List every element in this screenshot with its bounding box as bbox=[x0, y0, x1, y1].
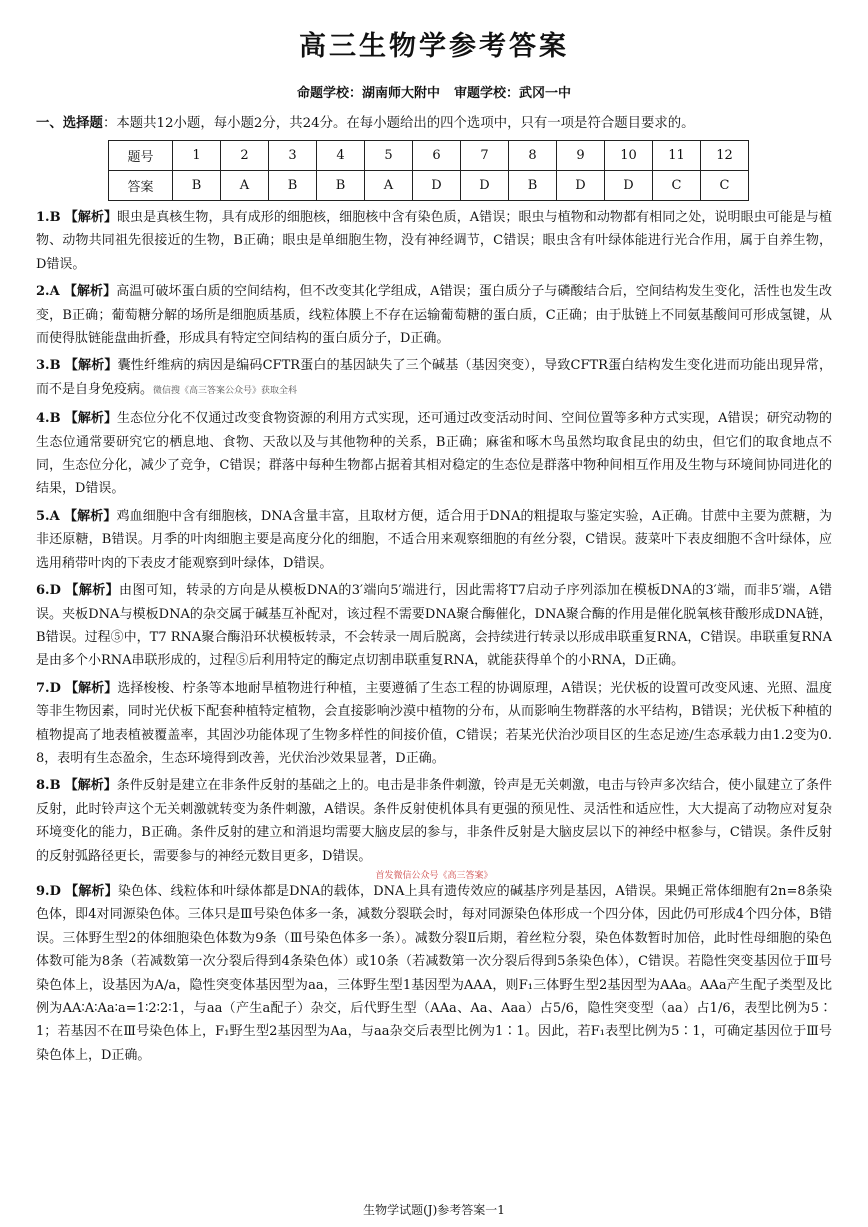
explanation-item-8 bbox=[36, 774, 832, 868]
explanation-list bbox=[36, 206, 832, 1071]
analysis-tag: 【解析】 bbox=[65, 883, 118, 899]
answer-cell: D bbox=[605, 171, 653, 201]
item-text: 染色体、线粒体和叶绿体都是DNA的载体，DNA上具有遗传效应的碱基序列是基因，A错误。果蝇正常体细胞有2n=8条染色体，即4对同源染色体。三体只是Ⅲ号染色体多一条，减数分裂联会时，每对同源染色体形成一个四分体，因此仍可形成4个四分体，B错误。三体野生型2的体细胞染色体数为9条（Ⅲ号染色体多一条）。减数分裂Ⅱ后期，着丝粒分裂，染色体数暂时加倍，此时性母细胞的染色体数可能为8条（若减数第一次分裂后得到4条染色体）或10条（若减数第一次分裂后得到5条染色体），C错误。若隐性突变基因位于Ⅲ号染色体上，设基因为A/a，隐性突变体基因型为aa，三体野生型1基因型为AAA，则F₁三体野生型2基因型为AAa。AAa产生配子类型及比例为AA∶A∶Aa∶a=1∶2∶2∶1，与aa（产生a配子）杂交，后代野生型（AAa、Aa、Aaa）占5/6，隐性突变型（aa）占1/6，表型比例为5∶1；若基因不在Ⅲ号染色体上，F₁野生型2基因型为Aa，与aa杂交后表型比例为1∶1。因此，若F₁表型比例为5∶1，可确定基因位于Ⅲ号染色体上，D正确。 bbox=[36, 883, 832, 1063]
answer-cell: B bbox=[509, 171, 557, 201]
question-number: 2 bbox=[221, 141, 269, 171]
item-text: 鸡血细胞中含有细胞核，DNA含量丰富，且取材方便，适合用于DNA的粗提取与鉴定实验，A正确。甘蔗中主要为蔗糖，为非还原糖，B错误。月季的叶肉细胞主要是高度分化的细胞，不适合用来观察细胞的有丝分裂，C错误。菠菜叶下表皮细胞不含叶绿体，应选用稍带叶肉的下表皮才能观察到叶绿体，D错误。 bbox=[36, 508, 832, 571]
question-number: 12 bbox=[701, 141, 749, 171]
proposing-school: 命题学校：湖南师大附中 bbox=[296, 86, 440, 101]
analysis-tag: 【解析】 bbox=[64, 210, 118, 225]
answer-cell: D bbox=[557, 171, 605, 201]
question-number: 3 bbox=[269, 141, 317, 171]
answer-cell: D bbox=[461, 171, 509, 201]
analysis-tag: 【解析】 bbox=[63, 508, 117, 524]
answer-cell: C bbox=[701, 171, 749, 201]
analysis-tag: 【解析】 bbox=[64, 358, 118, 374]
answer-table bbox=[108, 140, 749, 201]
watermark-text: 微信搜《高三答案公众号》获取全科 bbox=[153, 385, 298, 396]
item-text: 生态位分化不仅通过改变食物资源的利用方式实现，还可通过改变活动时间、空间位置等多种方式实现，A错误；研究动物的生态位通常要研究它的栖息地、食物、天敌以及与其他物种的关系，B正确；麻雀和啄木鸟虽然均取食昆虫的幼虫，但它们的取食地点不同，生态位分化，减少了竞争，C错误；群落中每种生物都占据着其相对稳定的生态位是群落中物种间相互作用及生物与环境间协同进化的结果，D错误。 bbox=[36, 411, 832, 497]
item-number: 7.D bbox=[36, 680, 61, 696]
explanation-item-7 bbox=[36, 677, 832, 771]
item-text: 眼虫是真核生物，具有成形的细胞核，细胞核中含有染色质，A错误；眼虫与植物和动物都有相同之处，说明眼虫可能是与植物、动物共同祖先很接近的生物，B正确；眼虫是单细胞生物，没有神经调节，C错误；眼虫含有叶绿体能进行光合作用，属于自养生物，D错误。 bbox=[36, 210, 832, 272]
question-number: 4 bbox=[317, 141, 365, 171]
item-text: 条件反射是建立在非条件反射的基础之上的。电击是非条件刺激，铃声是无关刺激，电击与铃声多次结合，使小鼠建立了条件反射，此时铃声这个无关刺激就转变为条件刺激，A错误。条件反射使机体具有更强的预见性、灵活性和适应性，大大提高了动物应对复杂环境变化的能力，B正确。条件反射的建立和消退均需要大脑皮层的参与，非条件反射是大脑皮层以下的神经中枢参与，C错误。条件反射的反射弧路径更长，需要参与的神经元数目更多，D错误。 bbox=[36, 778, 832, 864]
analysis-tag: 【解析】 bbox=[63, 284, 117, 300]
answer-cell: B bbox=[269, 171, 317, 201]
answer-cell: A bbox=[221, 171, 269, 201]
question-number-header: 题号 bbox=[109, 141, 173, 171]
explanation-item-1 bbox=[36, 206, 832, 276]
answer-cell: B bbox=[173, 171, 221, 201]
school-info bbox=[0, 82, 868, 101]
item-number: 5.A bbox=[36, 508, 60, 524]
item-number: 1.B bbox=[36, 210, 61, 225]
reviewing-school: 审题学校：武冈一中 bbox=[454, 86, 572, 101]
watermark-text: 首发微信公众号《高三答案》 bbox=[375, 870, 493, 881]
question-number: 7 bbox=[461, 141, 509, 171]
answer-cell: C bbox=[653, 171, 701, 201]
question-number: 11 bbox=[653, 141, 701, 171]
item-number: 9.D bbox=[36, 883, 61, 899]
question-number: 5 bbox=[365, 141, 413, 171]
question-number: 6 bbox=[413, 141, 461, 171]
item-number: 6.D bbox=[36, 583, 61, 599]
analysis-tag: 【解析】 bbox=[65, 583, 120, 599]
answer-header: 答案 bbox=[109, 171, 173, 201]
section-label: 一、选择题 bbox=[36, 116, 103, 131]
item-number: 8.B bbox=[36, 778, 61, 794]
explanation-item-3 bbox=[36, 354, 832, 403]
answer-cell: A bbox=[365, 171, 413, 201]
page-footer: 生物学试题(J)参考答案一1 bbox=[363, 1203, 505, 1217]
section-instructions: ：本题共12小题，每小题2分，共24分。在每小题给出的四个选项中，只有一项是符合题目要求的。 bbox=[102, 116, 695, 131]
answer-cell: B bbox=[317, 171, 365, 201]
explanation-item-4 bbox=[36, 407, 832, 501]
question-number: 10 bbox=[605, 141, 653, 171]
analysis-tag: 【解析】 bbox=[65, 680, 118, 696]
answer-table-number-row bbox=[109, 141, 749, 171]
explanation-item-5 bbox=[36, 505, 832, 575]
item-number: 4.B bbox=[36, 411, 61, 427]
explanation-item-9 bbox=[36, 880, 832, 1067]
question-number: 9 bbox=[557, 141, 605, 171]
question-number: 8 bbox=[509, 141, 557, 171]
explanation-item-2 bbox=[36, 280, 832, 350]
analysis-tag: 【解析】 bbox=[64, 778, 117, 794]
question-number: 1 bbox=[173, 141, 221, 171]
answer-cell: D bbox=[413, 171, 461, 201]
item-text: 由图可知，转录的方向是从模板DNA的3′端向5′端进行，因此需将T7启动子序列添加在模板DNA的3′端，而非5′端，A错误。夹板DNA与模板DNA的杂交属于碱基互补配对，该过程不需要DNA聚合酶催化，DNA聚合酶的作用是催化脱氧核苷酸形成DNA链，B错误。过程⑤中，T7 RNA聚合酶沿环状模板转录，不会转录一周后脱离，会持续进行转录以形成串联重复RNA，C错误。串联重复RNA是由多个小RNA串联形成的，过程⑤后利用特定的酶定点切割串联重复RNA，就能获得单个的小RNA，D正确。 bbox=[36, 583, 832, 669]
item-text: 选择梭梭、柠条等本地耐旱植物进行种植，主要遵循了生态工程的协调原理，A错误；光伏板的设置可改变风速、光照、温度等非生物因素，同时光伏板下配套种植特定植物，会直接影响沙漠中植物的分布，从而影响生物群落的水平结构，B错误；光伏板下种植的植物提高了地表植被覆盖率，其固沙功能体现了生物多样性的间接价值，C错误；若某光伏治沙项目区的生态足迹/生态承载力由1.2变为0.8，表明有生态盈余，生态环境得到改善，光伏治沙效果显著，D正确。 bbox=[36, 680, 832, 766]
item-text: 高温可破坏蛋白质的空间结构，但不改变其化学组成，A错误；蛋白质分子与磷酸结合后，空间结构发生变化，活性也发生改变，B正确；葡萄糖分解的场所是细胞质基质，线粒体膜上不存在运输葡萄糖的蛋白质，C正确；由于肽链上不同氨基酸间可形成氢键，从而使得肽链能盘曲折叠，形成具有特定空间结构的蛋白质分子，D正确。 bbox=[36, 284, 832, 347]
section-heading bbox=[36, 112, 836, 131]
item-text: 囊性纤维病的病因是编码CFTR蛋白的基因缺失了三个碱基（基因突变），导致CFTR蛋白结构发生变化进而功能出现异常，而不是自身免疫病。 bbox=[36, 358, 832, 397]
answer-table-answer-row bbox=[109, 171, 749, 201]
explanation-item-6 bbox=[36, 579, 832, 673]
page-title: 高三生物学参考答案 bbox=[299, 31, 569, 62]
analysis-tag: 【解析】 bbox=[64, 411, 118, 427]
item-number: 3.B bbox=[36, 358, 61, 374]
item-number: 2.A bbox=[36, 284, 60, 300]
